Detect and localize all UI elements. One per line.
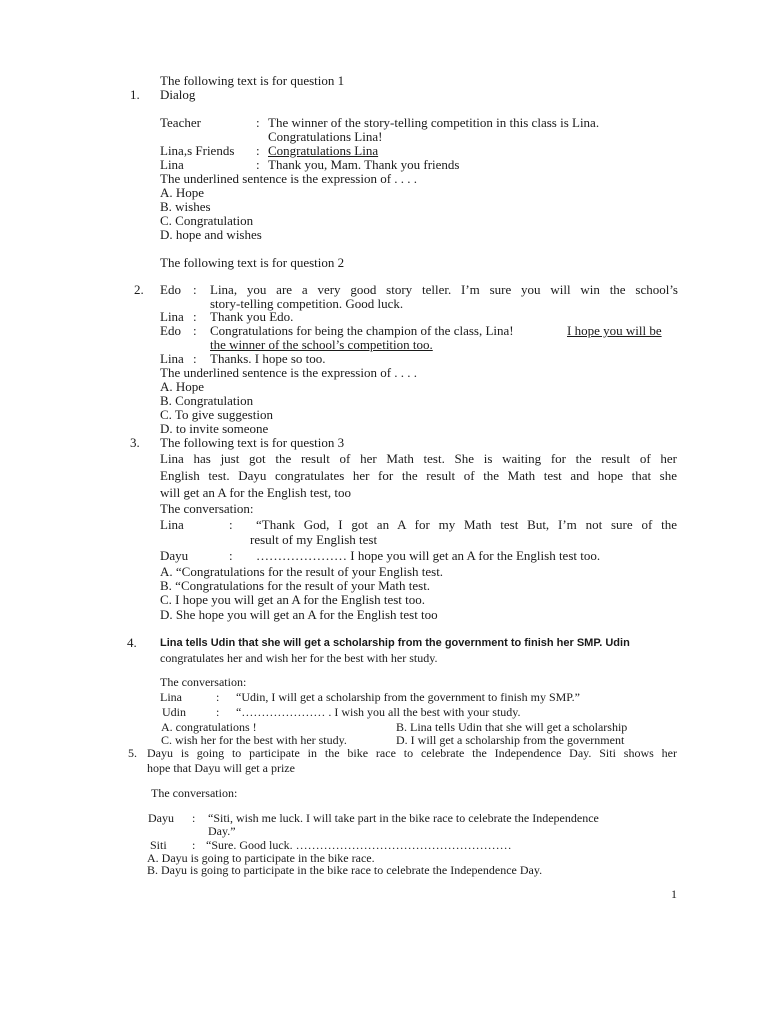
q3-option-b: B. “Congratulations for the result of your Math test. [160,578,431,593]
q4-line-text: “………………… . I wish you all the best with your study. [236,705,521,719]
q1-colon: : [256,115,260,130]
q2-line-cont: story-telling competition. Good luck. [210,296,404,311]
q2-number: 2. [134,282,144,297]
q1-speaker: Lina [160,157,184,172]
q1-line-cont: Congratulations Lina! [268,129,383,144]
q2-colon: : [193,309,197,324]
q5-speaker: Siti [150,838,167,852]
q2-option-a: A. Hope [160,379,205,394]
q5-conversation-label: The conversation: [151,786,238,800]
q1-option-b: B. wishes [160,199,211,214]
q3-passage-line: will get an A for the English test, too [160,485,352,500]
q4-speaker: Udin [162,705,186,719]
q3-option-a: A. “Congratulations for the result of your English test. [160,564,444,579]
q4-option-c: C. wish her for the best with her study. [161,733,347,747]
q1-dialog-label: Dialog [160,87,196,102]
q5-option-a: A. Dayu is going to participate in the bike race. [147,851,375,865]
q2-colon: : [193,351,197,366]
q4-line-text: “Udin, I will get a scholarship from the government to finish my SMP.” [236,690,580,704]
q4-lead-cont: congratulates her and wish her for the best with her study. [160,651,438,665]
q1-line-text: The winner of the story-telling competition in this class is Lina. [268,115,600,130]
q3-line-text: ………………… I hope you will get an A for the English test too. [256,548,601,563]
q2-underlined-sentence-cont: the winner of the school’s competition too. [210,337,433,352]
q3-number: 3. [130,435,140,450]
q5-number: 5. [128,746,137,760]
q2-option-b: B. Congratulation [160,393,254,408]
q1-option-d: D. hope and wishes [160,227,262,242]
q4-colon: : [216,705,220,719]
q5-speaker: Dayu [148,811,174,825]
q2-intro: The following text is for question 2 [160,255,345,270]
q1-colon: : [256,143,260,158]
q4-conversation-label: The conversation: [160,675,247,689]
page-number: 1 [671,887,677,901]
q2-speaker: Lina [160,309,184,324]
q1-line-text: Thank you, Mam. Thank you friends [268,157,460,172]
q5-colon: : [192,838,196,852]
q3-passage-line: English test. Dayu congratulates her for the result of the Math test and hope that she [160,468,677,483]
q5-line-text: “Sure. Good luck. ……………………………………………… [206,838,512,852]
q2-speaker: Lina [160,351,184,366]
q2-colon: : [193,323,197,338]
q2-underlined-sentence: I hope you will be [567,323,662,338]
q1-number: 1. [130,87,140,102]
q2-question: The underlined sentence is the expression of . . . . [160,365,418,380]
q1-speaker: Lina,s Friends [160,143,235,158]
q1-question: The underlined sentence is the expression of . . . . [160,171,418,186]
q5-colon: : [192,811,196,825]
q4-option-b: B. Lina tells Udin that she will get a scholarship [396,720,628,734]
q5-line-text: “Siti, wish me luck. I will take part in the bike race to celebrate the Independence [208,811,599,825]
q3-colon: : [229,517,233,532]
q2-option-d: D. to invite someone [160,421,269,436]
q2-option-c: C. To give suggestion [160,407,273,422]
q5-line-cont: Day.” [208,824,236,838]
q4-lead: Lina tells Udin that she will get a scholarship from the government to finish her SMP. Udin [160,637,630,649]
q5-passage-line: hope that Dayu will get a prize [147,761,295,775]
q4-speaker: Lina [160,690,182,704]
q3-option-d: D. She hope you will get an A for the English test too [160,607,438,622]
q3-intro: The following text is for question 3 [160,435,345,450]
q2-line-text: Congratulations for being the champion of the class, Lina! [210,323,514,338]
q4-option-a: A. congratulations ! [161,720,257,734]
q4-option-d: D. I will get a scholarship from the government [396,733,625,747]
q3-passage-line: Lina has just got the result of her Math test. She is waiting for the result of her [160,451,677,466]
q3-line-text: “Thank God, I got an A for my Math test But, I’m not sure of the [256,517,677,532]
q3-line-cont: result of my English test [250,532,378,547]
q1-underlined-sentence: Congratulations Lina [268,143,379,158]
q4-colon: : [216,690,220,704]
q1-speaker: Teacher [160,115,201,130]
q2-line-text: Thanks. I hope so too. [210,351,326,366]
q3-option-c: C. I hope you will get an A for the English test too. [160,592,426,607]
q3-conversation-label: The conversation: [160,501,254,516]
q2-speaker: Edo [160,323,181,338]
q2-colon: : [193,282,197,297]
q1-option-a: A. Hope [160,185,205,200]
q5-option-b: B. Dayu is going to participate in the bike race to celebrate the Independence Day. [147,863,543,877]
q2-speaker: Edo [160,282,181,297]
q3-colon: : [229,548,233,563]
q3-speaker: Dayu [160,548,189,563]
q4-number: 4. [127,635,137,650]
q1-option-c: C. Congratulation [160,213,254,228]
q1-colon: : [256,157,260,172]
q1-intro: The following text is for question 1 [160,73,345,88]
q3-speaker: Lina [160,517,184,532]
q2-line-text: Lina, you are a very good story teller. I’m sure you will win the school’s [210,282,678,297]
q2-line-text: Thank you Edo. [210,309,294,324]
q5-passage-line: Dayu is going to participate in the bike race to celebrate the Independence Day. Siti shows her [147,746,677,760]
